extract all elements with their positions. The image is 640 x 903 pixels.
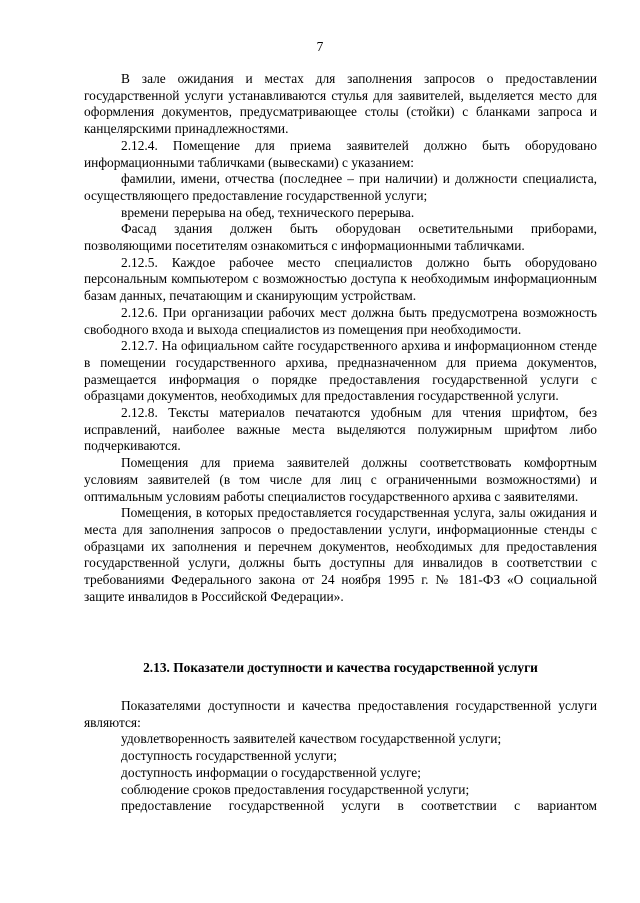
paragraph: 2.12.7. На официальном сайте государственного архива и информационном стенде в помещении государственного архива, предназначенном для приема документов, размещается информация о порядке предоставления государственной услуги с образцами документов, необходимых для предоставления государственной услуги. (84, 338, 597, 404)
list-item: доступность информации о государственной услуге; (121, 764, 421, 780)
paragraph: В зале ожидания и местах для заполнения запросов о предоставлении государственной услуги устанавливаются стулья для заявителей, выделяется место для оформления документов, предусматривающее столы (стойки) с бланками запроса и канцелярскими принадлежностями. (84, 71, 597, 137)
paragraph: Помещения для приема заявителей должны соответствовать комфортным условиям заявителей (в том числе для лиц с ограниченными возможностями) и оптимальным условиям работы специалистов государственного архива с заявителями. (84, 455, 597, 504)
paragraph: 2.12.5. Каждое рабочее место специалистов должно быть оборудовано персональным компьютером с возможностью доступа к необходимым информационным базам данных, печатающим и сканирующим устройствам. (84, 254, 597, 304)
list-item: соблюдение сроков предоставления государственной услуги; (121, 781, 470, 797)
paragraph: Показателями доступности и качества предоставления государственной услуги являются: (84, 698, 597, 730)
list-item: удовлетворенность заявителей качеством государственной услуги; (121, 731, 502, 747)
paragraph: Помещения, в которых предоставляется государственная услуга, залы ожидания и места для заполнения запросов о предоставлении услуги, информационные стенды с образцами их заполнения и перечнем документов, необходимых для предоставления государственной услуги, должны быть доступны для инвалидов в соответствии с требованиями Федерального закона от 24 ноября 1995 г. № 181-ФЗ «О социальной защите инвалидов в Российской Федерации». (84, 505, 597, 604)
paragraph: 2.12.4. Помещение для приема заявителей должно быть оборудовано информационными табличками (вывесками) с указанием: (84, 137, 597, 170)
section-heading: 2.13. Показатели доступности и качества государственной услуги (143, 660, 538, 675)
paragraph: фамилии, имени, отчества (последнее – при наличии) и должности специалиста, осуществляющего предоставление государственной услуги; (84, 171, 597, 203)
section-body (84, 698, 597, 815)
document-body (84, 71, 597, 606)
paragraph: 2.12.6. При организации рабочих мест должна быть предусмотрена возможность свободного входа и выхода специалистов из помещения при необходимости. (84, 304, 597, 337)
list-item: доступность государственной услуги; (121, 748, 337, 764)
paragraph: 2.12.8. Тексты материалов печатаются удобным для чтения шрифтом, без исправлений, наиболее важные места выделяются полужирным шрифтом либо подчеркиваются. (84, 405, 597, 454)
paragraph: времени перерыва на обед, технического перерыва. (121, 204, 415, 220)
paragraph: Фасад здания должен быть оборудован осветительными приборами, позволяющими посетителям ознакомиться с информационными табличками. (84, 221, 597, 254)
page-number: 7 (316, 39, 324, 54)
list-item: предоставление государственной услуги в соответствии с вариантом (121, 798, 597, 814)
